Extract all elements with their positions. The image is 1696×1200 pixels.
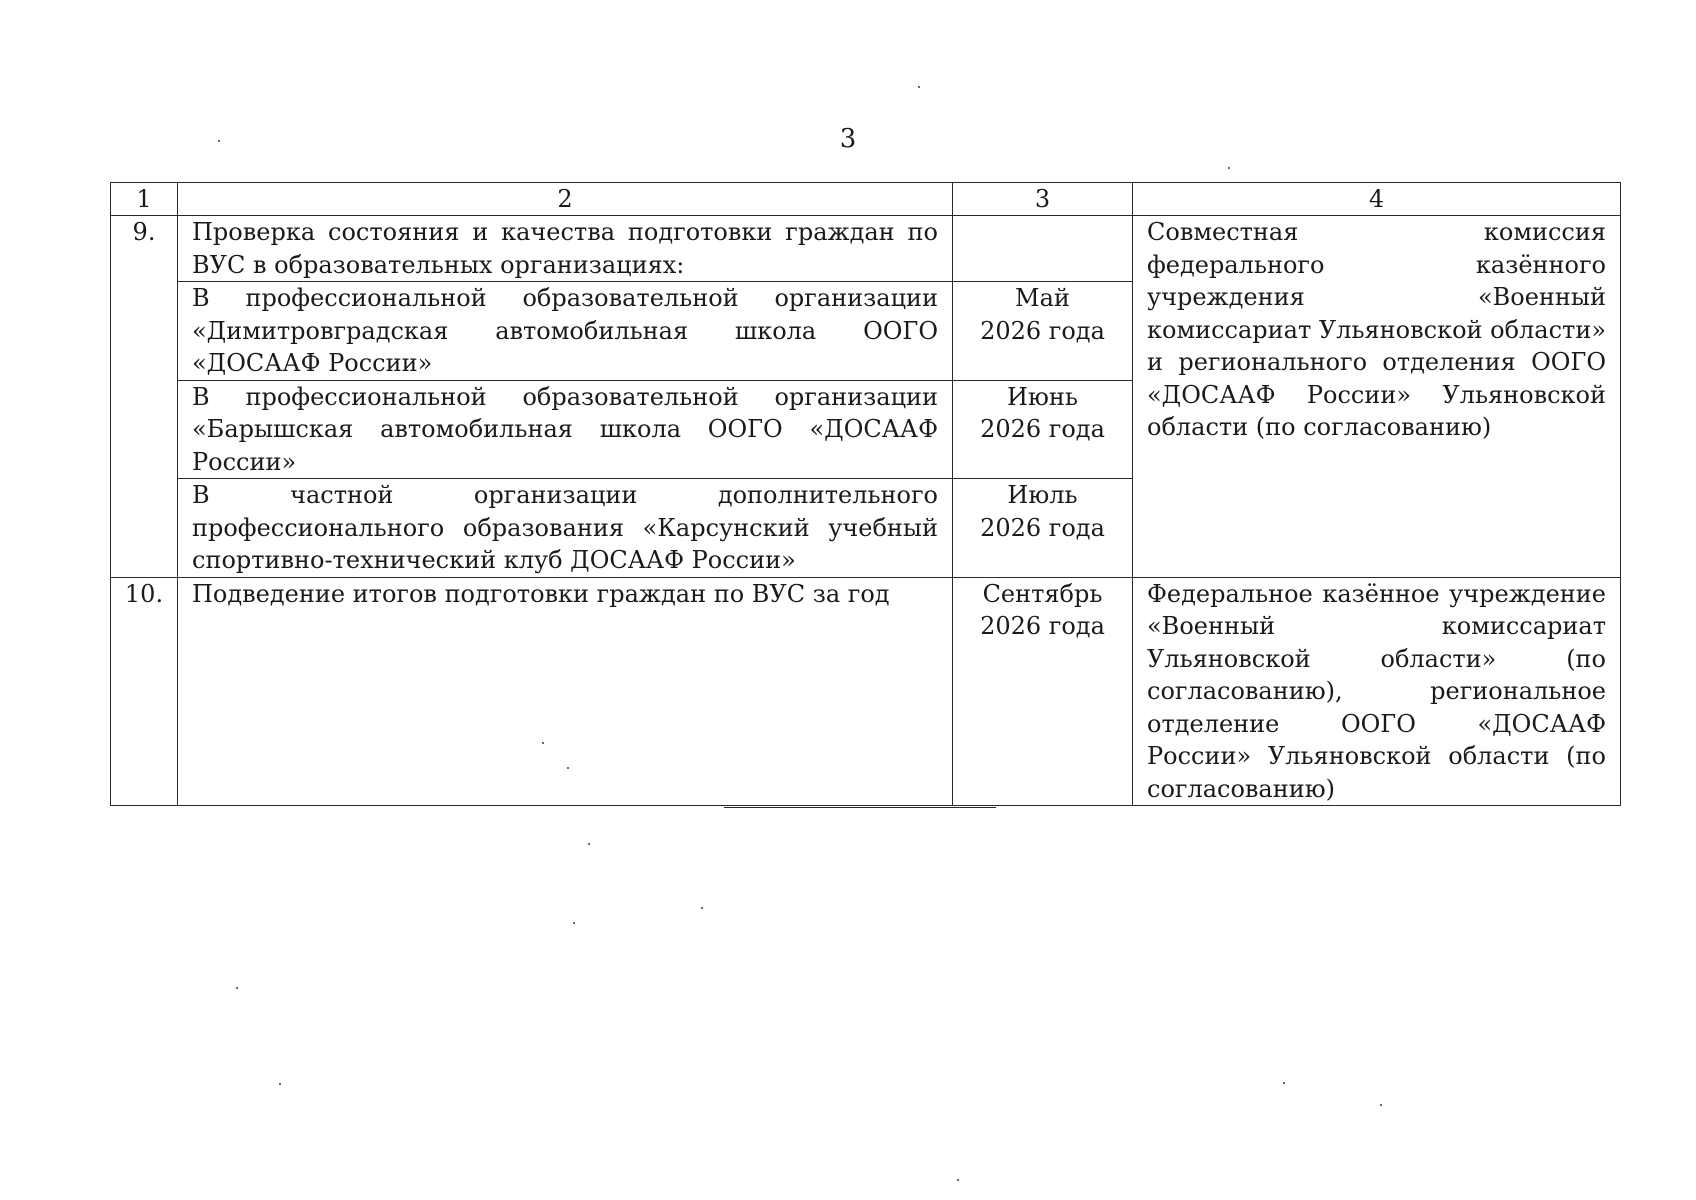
row-responsible: Совместная комиссия федерального казённого учреждения «Военный комиссариат Ульяновской области» и регионального отделения ООГО «ДОСААФ России» Ульяновской области (по согласованию) (1133, 216, 1621, 578)
date-month: Июль (1007, 481, 1078, 509)
scan-speck (1380, 1104, 1382, 1106)
row-description: В профессиональной образовательной организации «Барышская автомобильная школа ООГО «ДОСААФ России» (178, 380, 953, 479)
row-description: Проверка состояния и качества подготовки граждан по ВУС в образовательных организациях: (178, 216, 953, 282)
row-date (953, 479, 1133, 578)
row-number: 9. (111, 216, 178, 578)
row-number: 10. (111, 577, 178, 806)
scan-speck (236, 987, 238, 989)
row-description: В профессиональной образовательной организации «Димитровградская автомобильная школа ООГО «ДОСААФ России» (178, 282, 953, 381)
row-date (953, 282, 1133, 381)
page-number: 3 (839, 124, 857, 154)
scan-speck (279, 1083, 281, 1085)
table-header-row (111, 183, 1621, 216)
scan-speck (1228, 167, 1230, 169)
date-year: 2026 года (980, 612, 1105, 640)
row-date-empty (953, 216, 1133, 282)
end-separator-line (724, 807, 996, 808)
date-month: Сентябрь (982, 579, 1103, 608)
date-year: 2026 года (980, 513, 1105, 542)
row-responsible: Федеральное казённое учреждение «Военный комиссариат Ульяновской области» (по согласованию), региональное отделение ООГО «ДОСААФ России» Ульяновской области (по согласованию) (1133, 577, 1621, 806)
header-cell-2: 2 (178, 183, 953, 216)
scan-speck (542, 742, 544, 744)
row-date (953, 380, 1133, 479)
date-month: Июнь (1007, 382, 1078, 411)
scan-speck (918, 86, 920, 88)
row-description: В частной организации дополнительного профессионального образования «Карсунский учебный спортивно-технический клуб ДОСААФ России» (178, 479, 953, 578)
scan-speck (567, 767, 569, 769)
table-row (111, 216, 1621, 282)
date-month: Май (1015, 284, 1070, 312)
date-year: 2026 года (980, 316, 1105, 345)
header-cell-4: 4 (1133, 183, 1621, 216)
date-year: 2026 года (980, 415, 1105, 443)
header-cell-1: 1 (111, 183, 178, 216)
scan-speck (701, 907, 703, 909)
row-description: Подведение итогов подготовки граждан по ВУС за год (178, 577, 953, 806)
scan-speck (1283, 1082, 1285, 1084)
header-cell-3: 3 (953, 183, 1133, 216)
scan-speck (957, 1179, 959, 1181)
scan-speck (218, 140, 220, 142)
events-table (110, 182, 1621, 806)
scan-speck (573, 922, 575, 924)
scan-speck (588, 843, 590, 845)
table-row (111, 577, 1621, 806)
row-date (953, 577, 1133, 806)
